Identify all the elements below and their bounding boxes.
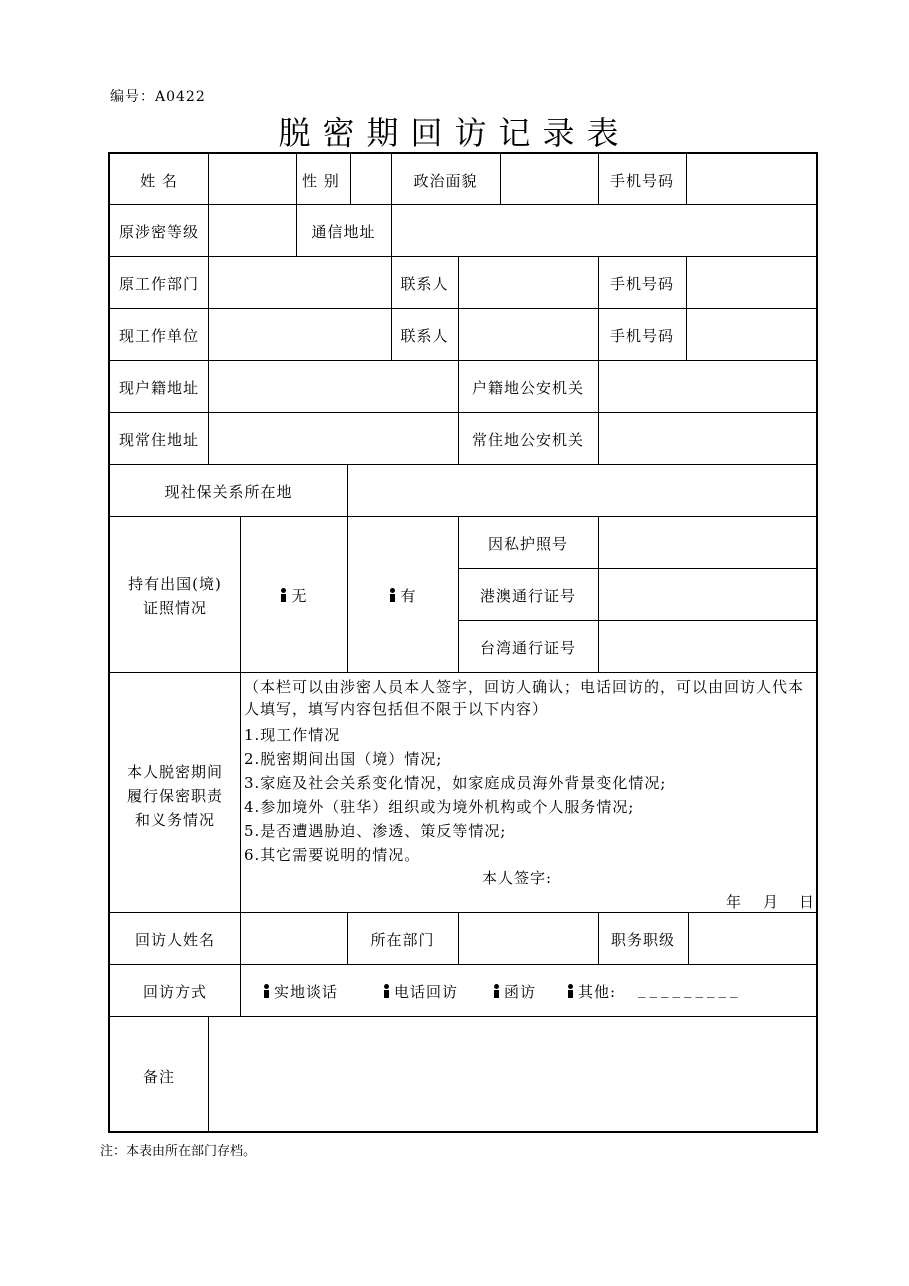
person-icon [262,984,271,998]
label-mail-address: 通信地址 [311,223,376,241]
person-icon [279,588,288,602]
label-phone-1: 手机号码 [609,172,674,190]
label-former-dept: 原工作部门 [118,275,199,293]
label-current-unit: 现工作单位 [118,327,199,345]
duty-item: 4.参加境外（驻华）组织或为境外机构或个人服务情况; [244,798,635,816]
label-phone-2: 手机号码 [609,275,674,293]
duty-item: 1.现工作情况 [244,726,341,744]
label-visit-method: 回访方式 [142,983,207,1001]
duty-item: 3.家庭及社会关系变化情况，如家庭成员海外背景变化情况; [244,774,667,792]
duty-intro: （本栏可以由涉密人员本人签字，回访人确认；电话回访的，可以由回访人代本人填写，填写内容包括但不限于以下内容） [244,678,805,718]
label-visitor-dept: 所在部门 [370,931,435,949]
option-none[interactable]: 无 [240,585,347,606]
label-hk-pass: 港澳通行证号 [479,587,576,605]
label-huji-address: 现户籍地址 [118,379,199,397]
label-huji-police: 户籍地公安机关 [471,379,584,397]
label-phone-3: 手机号码 [609,327,674,345]
option-have[interactable]: 有 [347,585,458,606]
label-duty-3: 和义务情况 [134,811,215,829]
duty-item: 5.是否遭遇胁迫、渗透、策反等情况; [244,822,507,840]
duty-item: 2.脱密期间出国（境）情况; [244,750,443,768]
form-code: 编号：A0422 [110,89,206,105]
footer-note: 注：本表由所在部门存档。 [100,1144,257,1159]
label-social-security: 现社保关系所在地 [164,483,293,501]
date-day: 日 [799,893,816,911]
label-name: 姓 名 [140,172,178,190]
label-contact-1: 联系人 [400,275,449,293]
record-form [108,152,818,1133]
label-passport-2: 证照情况 [142,599,207,617]
option-onsite[interactable]: 实地谈话 [262,981,338,1002]
option-other[interactable]: 其他: [566,981,616,1002]
label-passport-1: 持有出国(境) [128,575,222,593]
label-politics: 政治面貌 [413,172,478,190]
person-icon [382,984,391,998]
label-residence-police: 常住地公安机关 [471,431,584,449]
option-letter[interactable]: 函访 [492,981,536,1002]
person-icon [492,984,501,998]
label-duty-2: 履行保密职责 [126,787,223,805]
label-contact-2: 联系人 [400,327,449,345]
person-icon [566,984,575,998]
label-secret-level: 原涉密等级 [118,223,199,241]
person-icon [388,588,397,602]
signature-label: 本人签字: [482,869,553,887]
label-visitor-name: 回访人姓名 [134,931,215,949]
label-private-passport: 因私护照号 [487,535,568,553]
label-tw-pass: 台湾通行证号 [479,639,576,657]
label-gender: 性 别 [302,172,340,190]
date-year: 年 [726,893,743,911]
form-title: 脱密期回访记录表 [278,114,631,152]
label-duty-1: 本人脱密期间 [126,763,223,781]
label-visitor-rank: 职务职级 [610,931,675,949]
duty-item: 6.其它需要说明的情况。 [244,846,421,864]
date-month: 月 [763,893,780,911]
label-residence: 现常住地址 [118,431,199,449]
other-blank[interactable]: _________ [638,980,742,998]
label-remark: 备注 [142,1068,175,1086]
option-phone[interactable]: 电话回访 [382,981,458,1002]
